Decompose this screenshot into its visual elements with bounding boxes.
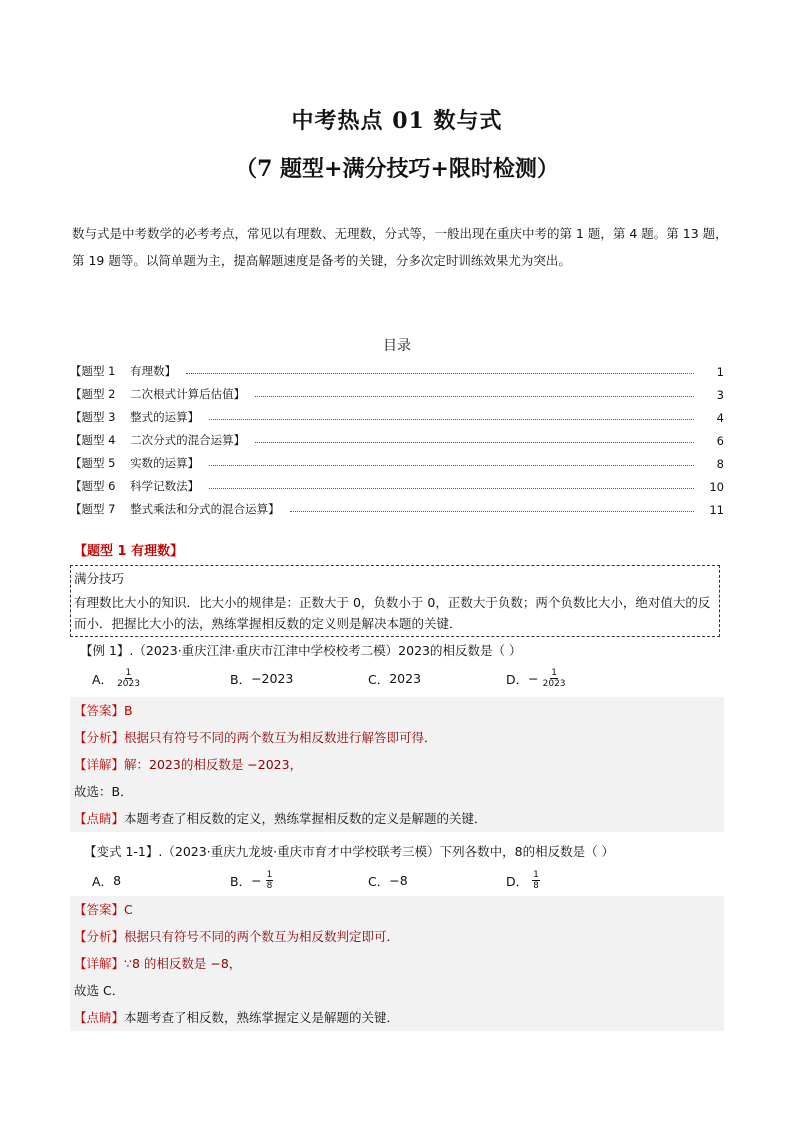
page-title: 中考热点 01 数与式 <box>291 108 503 134</box>
answer-label: 【答案】 <box>74 902 125 917</box>
option-b <box>230 670 368 688</box>
comment-label: 【点睛】 <box>74 1010 125 1025</box>
option-sign: − <box>528 671 539 686</box>
toc-item-label: 【题型 6 科学记数法】 <box>70 479 200 493</box>
tip-title: 满分技巧 <box>74 571 125 586</box>
option-letter: A． <box>92 873 114 889</box>
toc-leader-dots <box>209 419 694 420</box>
variant-solution-block <box>70 896 724 1031</box>
table-of-contents <box>70 356 724 517</box>
option-text: 8 <box>113 873 122 888</box>
toc-item-page: 3 <box>716 388 724 402</box>
detail-label: 【详解】 <box>74 956 125 971</box>
option-text: −8 <box>389 873 408 888</box>
option-fraction <box>543 668 566 689</box>
example-options <box>92 668 644 689</box>
toc-leader-dots <box>186 373 694 374</box>
detail-text: 解：2023的相反数是 −2023， <box>124 757 303 772</box>
toc-leader-dots <box>290 511 694 512</box>
toc-item[interactable] <box>70 379 724 402</box>
fraction-denominator: 2023 <box>117 679 140 689</box>
toc-leader-dots <box>255 442 694 443</box>
option-letter: A． <box>92 671 114 687</box>
option-c <box>368 872 506 890</box>
variant-question: 【变式 1-1】.（2023·重庆九龙坡·重庆市育才中学校联考三模）下列各数中，8的相反数是（ ） <box>84 844 615 859</box>
toc-item[interactable] <box>70 425 724 448</box>
tip-body: 有理数比大小的知识．比大小的规律是：正数大于 0，负数小于 0，正数大于负数；两个负数比大小，绝对值大的反而小．把握比大小的法，熟练掌握相反数的定义则是解决本题的关键． <box>74 595 711 631</box>
option-fraction <box>532 870 540 891</box>
option-letter: C． <box>368 873 390 889</box>
toc-title: 目录 <box>383 338 411 354</box>
option-c <box>368 670 506 688</box>
choose-row: 故选 C． <box>74 983 125 998</box>
analysis-label: 【分析】 <box>74 929 125 944</box>
option-letter: D． <box>506 671 529 687</box>
toc-leader-dots <box>255 396 694 397</box>
answer-row <box>70 896 724 923</box>
tip-box <box>70 565 720 637</box>
option-letter: B． <box>230 671 252 687</box>
toc-item-label: 【题型 5 实数的运算】 <box>70 456 200 470</box>
option-d <box>506 668 644 689</box>
toc-item[interactable] <box>70 448 724 471</box>
choose-row: 故选：B． <box>74 784 133 799</box>
detail-row <box>70 950 724 977</box>
section-heading: 【题型 1 有理数】 <box>74 544 184 559</box>
option-sign: − <box>251 873 262 888</box>
comment-text: 本题考查了相反数，熟练掌握定义是解题的关键． <box>124 1010 400 1025</box>
fraction-numerator: 1 <box>266 870 273 880</box>
toc-item-page: 1 <box>716 365 724 379</box>
variant-options <box>92 870 644 891</box>
intro-paragraph: 数与式是中考数学的必考考点，常见以有理数、无理数，分式等，一般出现在重庆中考的第 1 题，第 4 题。第 13 题，第 19 题等。以简单题为主，提高解题速度是备考的关键，分多次定时训练效果尤为突出。 <box>72 226 728 268</box>
toc-item[interactable] <box>70 402 724 425</box>
example-solution-block <box>70 697 724 832</box>
detail-text: ∵8 的相反数是 −8， <box>124 956 242 971</box>
page-subtitle: （7 题型+满分技巧+限时检测） <box>235 156 559 182</box>
answer-value: B <box>124 703 133 718</box>
option-b <box>230 870 368 891</box>
answer-label: 【答案】 <box>74 703 125 718</box>
option-text: 2023 <box>389 671 422 686</box>
option-d <box>506 870 644 891</box>
toc-item-page: 8 <box>716 457 724 471</box>
detail-row <box>70 751 724 778</box>
toc-item-page: 11 <box>709 503 724 517</box>
toc-item-label: 【题型 1 有理数】 <box>70 364 177 378</box>
option-a <box>92 872 230 890</box>
comment-label: 【点睛】 <box>74 811 125 826</box>
toc-leader-dots <box>209 465 694 466</box>
analysis-row <box>70 724 724 751</box>
fraction-numerator: 1 <box>125 668 132 678</box>
analysis-row <box>70 923 724 950</box>
fraction-denominator: 8 <box>266 881 273 891</box>
toc-item[interactable] <box>70 494 724 517</box>
fraction-numerator: 1 <box>533 870 539 880</box>
comment-text: 本题考查了相反数的定义，熟练掌握相反数的定义是解题的关键． <box>124 811 487 826</box>
fraction-denominator: 2023 <box>542 679 566 689</box>
toc-item-label: 【题型 2 二次根式计算后估值】 <box>70 387 246 401</box>
option-letter: D． <box>506 873 529 889</box>
toc-item-page: 4 <box>716 411 724 425</box>
answer-value: C <box>124 902 133 917</box>
option-letter: C． <box>368 671 390 687</box>
toc-item-page: 10 <box>709 480 724 494</box>
option-fraction <box>117 668 140 689</box>
analysis-label: 【分析】 <box>74 730 125 745</box>
toc-item-label: 【题型 7 整式乘法和分式的混合运算】 <box>70 502 280 516</box>
toc-item-label: 【题型 3 整式的运算】 <box>70 410 200 424</box>
analysis-text: 根据只有符号不同的两个数互为相反数判定即可． <box>124 929 400 944</box>
fraction-denominator: 8 <box>533 881 539 891</box>
option-a <box>92 668 230 689</box>
toc-item[interactable] <box>70 471 724 494</box>
toc-item[interactable] <box>70 356 724 379</box>
fraction-numerator: 1 <box>551 668 557 678</box>
answer-row <box>70 697 724 724</box>
option-text: −2023 <box>251 671 294 686</box>
toc-item-label: 【题型 4 二次分式的混合运算】 <box>70 433 246 447</box>
toc-leader-dots <box>209 488 694 489</box>
comment-row <box>70 805 724 832</box>
analysis-text: 根据只有符号不同的两个数互为相反数进行解答即可得． <box>124 730 437 745</box>
toc-item-page: 6 <box>716 434 724 448</box>
detail-label: 【详解】 <box>74 757 125 772</box>
option-fraction <box>266 870 274 891</box>
comment-row <box>70 1004 724 1031</box>
example-question: 【例 1】.（2023·重庆江津·重庆市江津中学校校考二模）2023的相反数是（ ） <box>80 643 522 658</box>
option-letter: B． <box>230 873 252 889</box>
